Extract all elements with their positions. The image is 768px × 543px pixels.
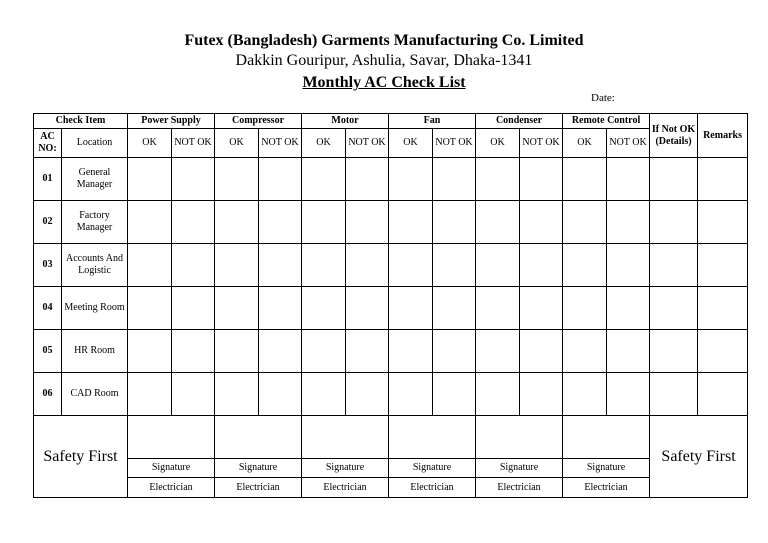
check-cell	[215, 330, 259, 373]
ac-number: 06	[34, 373, 62, 416]
check-cell	[215, 287, 259, 330]
check-cell	[607, 158, 650, 201]
check-cell	[476, 158, 520, 201]
company-title: Futex (Bangladesh) Garments Manufacturing Co. Limited	[184, 32, 584, 49]
location-cell: General Manager	[62, 158, 128, 201]
not-ok-header: NOT OK	[172, 129, 215, 158]
check-cell	[346, 158, 389, 201]
table-row	[34, 201, 748, 244]
ac-number: 04	[34, 287, 62, 330]
check-cell	[215, 158, 259, 201]
check-cell	[698, 244, 748, 287]
safety-first-left: Safety First	[34, 416, 128, 498]
check-cell	[433, 330, 476, 373]
check-cell	[128, 158, 172, 201]
signature-label: Signature	[389, 459, 476, 478]
check-cell	[650, 201, 698, 244]
check-cell	[563, 287, 607, 330]
check-cell	[476, 244, 520, 287]
table-row	[34, 244, 748, 287]
location-cell: CAD Room	[62, 373, 128, 416]
check-cell	[563, 373, 607, 416]
signature-label: Signature	[215, 459, 302, 478]
table-row	[34, 287, 748, 330]
check-cell	[259, 201, 302, 244]
check-cell	[302, 158, 346, 201]
location-cell: Meeting Room	[62, 287, 128, 330]
electrician-label: Electrician	[563, 478, 650, 498]
check-cell	[433, 244, 476, 287]
check-cell	[215, 373, 259, 416]
check-cell	[520, 330, 563, 373]
table-row	[34, 373, 748, 416]
location-cell: Accounts And Logistic	[62, 244, 128, 287]
check-cell	[476, 201, 520, 244]
check-cell	[607, 373, 650, 416]
check-cell	[259, 330, 302, 373]
check-cell	[128, 201, 172, 244]
check-cell	[607, 287, 650, 330]
check-cell	[563, 158, 607, 201]
check-cell	[698, 287, 748, 330]
check-cell	[389, 287, 433, 330]
ac-number: 05	[34, 330, 62, 373]
check-cell	[607, 244, 650, 287]
signature-box	[476, 416, 563, 459]
signature-label: Signature	[476, 459, 563, 478]
check-cell	[259, 373, 302, 416]
location-cell: Factory Manager	[62, 201, 128, 244]
check-cell	[259, 287, 302, 330]
group-header-remote-control: Remote Control	[563, 114, 650, 129]
check-cell	[650, 158, 698, 201]
not-ok-header: NOT OK	[259, 129, 302, 158]
check-cell	[607, 330, 650, 373]
check-cell	[302, 287, 346, 330]
ok-header: OK	[215, 129, 259, 158]
check-cell	[563, 330, 607, 373]
check-cell	[563, 244, 607, 287]
check-cell	[128, 330, 172, 373]
table-row	[34, 330, 748, 373]
check-cell	[172, 158, 215, 201]
electrician-label: Electrician	[476, 478, 563, 498]
group-header-motor: Motor	[302, 114, 389, 129]
check-cell	[172, 373, 215, 416]
check-cell	[128, 287, 172, 330]
check-cell	[215, 201, 259, 244]
check-cell	[389, 330, 433, 373]
check-cell	[346, 373, 389, 416]
ok-header: OK	[128, 129, 172, 158]
header-row-sub	[34, 129, 748, 158]
check-cell	[650, 287, 698, 330]
check-cell	[302, 244, 346, 287]
signature-label: Signature	[302, 459, 389, 478]
ac-number: 02	[34, 201, 62, 244]
signature-box	[389, 416, 476, 459]
signature-box	[128, 416, 215, 459]
check-cell	[650, 244, 698, 287]
check-cell	[302, 201, 346, 244]
check-cell	[698, 201, 748, 244]
table-row	[34, 158, 748, 201]
check-cell	[389, 244, 433, 287]
date-label: Date:	[591, 92, 615, 104]
document-subtitle: Monthly AC Check List	[302, 74, 466, 91]
ac-no-header: AC NO:	[34, 129, 62, 158]
check-cell	[698, 330, 748, 373]
location-cell: HR Room	[62, 330, 128, 373]
ok-header: OK	[302, 129, 346, 158]
check-cell	[302, 330, 346, 373]
group-header-power-supply: Power Supply	[128, 114, 215, 129]
check-cell	[520, 158, 563, 201]
not-ok-header: NOT OK	[520, 129, 563, 158]
check-cell	[346, 244, 389, 287]
signature-box	[215, 416, 302, 459]
not-ok-header: NOT OK	[607, 129, 650, 158]
check-cell	[346, 330, 389, 373]
not-ok-header: NOT OK	[433, 129, 476, 158]
electrician-label: Electrician	[215, 478, 302, 498]
check-cell	[698, 373, 748, 416]
check-cell	[650, 330, 698, 373]
check-cell	[172, 201, 215, 244]
check-cell	[433, 373, 476, 416]
group-header-condenser: Condenser	[476, 114, 563, 129]
not-ok-header: NOT OK	[346, 129, 389, 158]
check-cell	[389, 158, 433, 201]
check-cell	[389, 201, 433, 244]
check-cell	[698, 158, 748, 201]
ac-number: 01	[34, 158, 62, 201]
check-cell	[476, 330, 520, 373]
ok-header: OK	[476, 129, 520, 158]
check-cell	[520, 244, 563, 287]
ok-header: OK	[563, 129, 607, 158]
check-cell	[476, 373, 520, 416]
electrician-label: Electrician	[389, 478, 476, 498]
check-cell	[302, 373, 346, 416]
check-cell	[433, 287, 476, 330]
check-cell	[346, 201, 389, 244]
check-cell	[128, 373, 172, 416]
safety-first-right: Safety First	[650, 416, 748, 498]
signature-label-row	[34, 459, 748, 478]
if-not-ok-header: If Not OK (Details)	[650, 114, 698, 158]
electrician-label: Electrician	[302, 478, 389, 498]
group-header-fan: Fan	[389, 114, 476, 129]
check-cell	[172, 330, 215, 373]
signature-label: Signature	[563, 459, 650, 478]
check-cell	[650, 373, 698, 416]
check-cell	[259, 158, 302, 201]
signature-label: Signature	[128, 459, 215, 478]
check-cell	[259, 244, 302, 287]
signature-box	[563, 416, 650, 459]
check-cell	[128, 244, 172, 287]
group-header-compressor: Compressor	[215, 114, 302, 129]
check-cell	[346, 287, 389, 330]
checklist-table	[33, 113, 748, 498]
check-cell	[520, 373, 563, 416]
check-cell	[172, 287, 215, 330]
check-cell	[389, 373, 433, 416]
check-item-header: Check Item	[34, 114, 128, 129]
electrician-label: Electrician	[128, 478, 215, 498]
check-cell	[520, 287, 563, 330]
check-cell	[433, 201, 476, 244]
remarks-header: Remarks	[698, 114, 748, 158]
check-cell	[215, 244, 259, 287]
location-header: Location	[62, 129, 128, 158]
check-cell	[172, 244, 215, 287]
check-cell	[476, 287, 520, 330]
header-row-groups	[34, 114, 748, 129]
check-cell	[563, 201, 607, 244]
check-cell	[433, 158, 476, 201]
signature-box	[302, 416, 389, 459]
electrician-label-row	[34, 478, 748, 498]
ac-number: 03	[34, 244, 62, 287]
check-cell	[520, 201, 563, 244]
check-cell	[607, 201, 650, 244]
ok-header: OK	[389, 129, 433, 158]
company-address: Dakkin Gouripur, Ashulia, Savar, Dhaka-1341	[235, 52, 533, 69]
signature-space-row	[34, 416, 748, 459]
